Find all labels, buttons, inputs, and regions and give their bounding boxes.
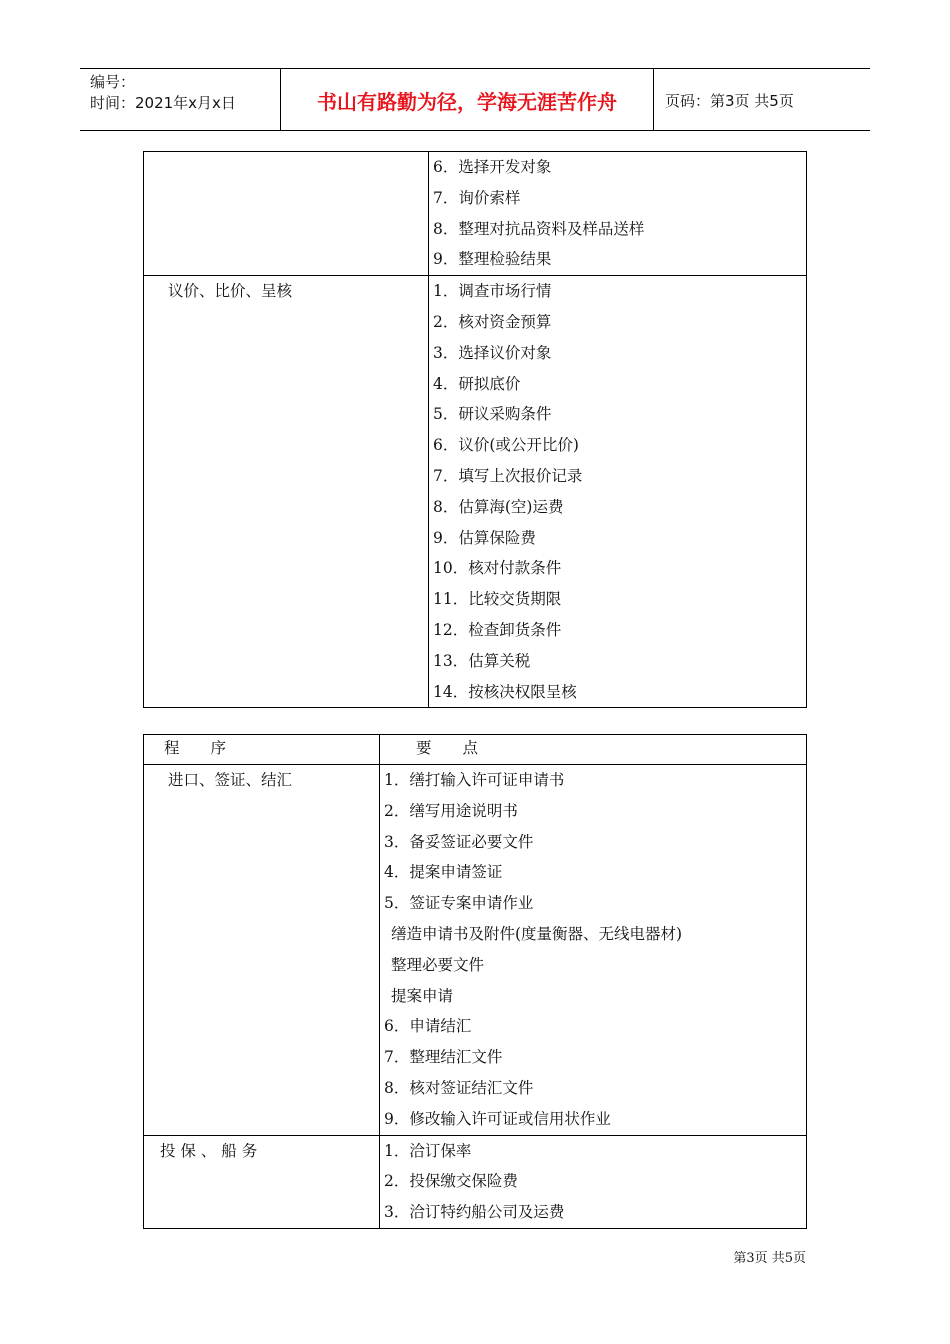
list-item: 2．缮写用途说明书 — [384, 801, 518, 820]
list-item: 提案申请 — [391, 986, 454, 1005]
procedure-table-2 — [143, 734, 807, 1229]
list-item: 1．调查市场行情 — [433, 282, 552, 301]
procedure-header: 程 序 — [164, 739, 227, 757]
list-item: 12．检查卸货条件 — [433, 620, 562, 639]
list-item: 整理必要文件 — [391, 955, 485, 974]
list-item: 3．洽订特约船公司及运费 — [384, 1203, 565, 1222]
procedure-cell — [144, 152, 429, 276]
list-item: 7．整理结汇文件 — [384, 1048, 503, 1067]
column-header-points — [380, 735, 807, 765]
header-meta — [90, 72, 236, 114]
page-footer: 第3页 共5页 — [733, 1251, 806, 1266]
table-header-row — [144, 735, 807, 765]
procedure-label: 进口、签证、结汇 — [168, 771, 293, 789]
table-row — [144, 1135, 807, 1228]
number-label: 编号： — [90, 73, 136, 91]
list-item: 5．签证专案申请作业 — [384, 894, 534, 913]
list-item: 13．估算关税 — [433, 651, 531, 670]
time-label: 时间：2021年x月x日 — [90, 94, 236, 112]
list-item: 4．提案申请签证 — [384, 863, 503, 882]
procedure-label: 议价、比价、呈核 — [168, 282, 293, 301]
procedure-label: 投 保 、 船 务 — [160, 1141, 258, 1160]
points-cell — [380, 765, 807, 1136]
points-cell — [429, 276, 807, 708]
list-item: 8．整理对抗品资料及样品送样 — [433, 219, 645, 238]
points-cell — [380, 1135, 807, 1228]
header-divider — [653, 69, 654, 130]
list-item: 3．选择议价对象 — [433, 343, 552, 362]
procedure-table-1 — [143, 151, 807, 708]
list-item: 6．议价(或公开比价) — [433, 436, 579, 455]
page-header — [80, 68, 870, 131]
list-item: 缮造申请书及附件(度量衡器、无线电器材) — [391, 924, 683, 943]
list-item: 10．核对付款条件 — [433, 559, 562, 578]
list-item: 5．研议采购条件 — [433, 405, 552, 424]
list-item: 8．估算海(空)运费 — [433, 497, 564, 516]
list-item: 9．估算保险费 — [433, 528, 536, 547]
table-row — [144, 152, 807, 276]
list-item: 9．修改输入许可证或信用状作业 — [384, 1109, 611, 1128]
list-item: 7．询价索样 — [433, 188, 521, 207]
list-item: 4．研拟底价 — [433, 374, 521, 393]
points-cell — [429, 152, 807, 276]
procedure-cell — [144, 1135, 380, 1228]
list-item: 2．核对资金预算 — [433, 312, 552, 331]
list-item: 6．申请结汇 — [384, 1017, 472, 1036]
list-item: 8．核对签证结汇文件 — [384, 1078, 534, 1097]
procedure-cell — [144, 276, 429, 708]
list-item: 9．整理检验结果 — [433, 250, 552, 269]
list-item: 1．洽订保率 — [384, 1141, 472, 1160]
points-header: 要 点 — [416, 739, 479, 757]
list-item: 7．填写上次报价记录 — [433, 466, 583, 485]
list-item: 2．投保缴交保险费 — [384, 1172, 518, 1191]
column-header-procedure — [144, 735, 380, 765]
list-item: 14．按核决权限呈核 — [433, 682, 577, 701]
list-item: 1．缮打输入许可证申请书 — [384, 771, 565, 789]
list-item: 11．比较交货期限 — [433, 590, 562, 609]
table-row — [144, 276, 807, 708]
procedure-cell — [144, 765, 380, 1136]
header-motto: 书山有路勤为径，学海无涯苦作舟 — [317, 90, 617, 114]
table-row — [144, 765, 807, 1136]
list-item: 3．备妥签证必要文件 — [384, 832, 534, 851]
list-item: 6．选择开发对象 — [433, 158, 552, 176]
header-page-info: 页码：第3页 共5页 — [665, 92, 794, 110]
